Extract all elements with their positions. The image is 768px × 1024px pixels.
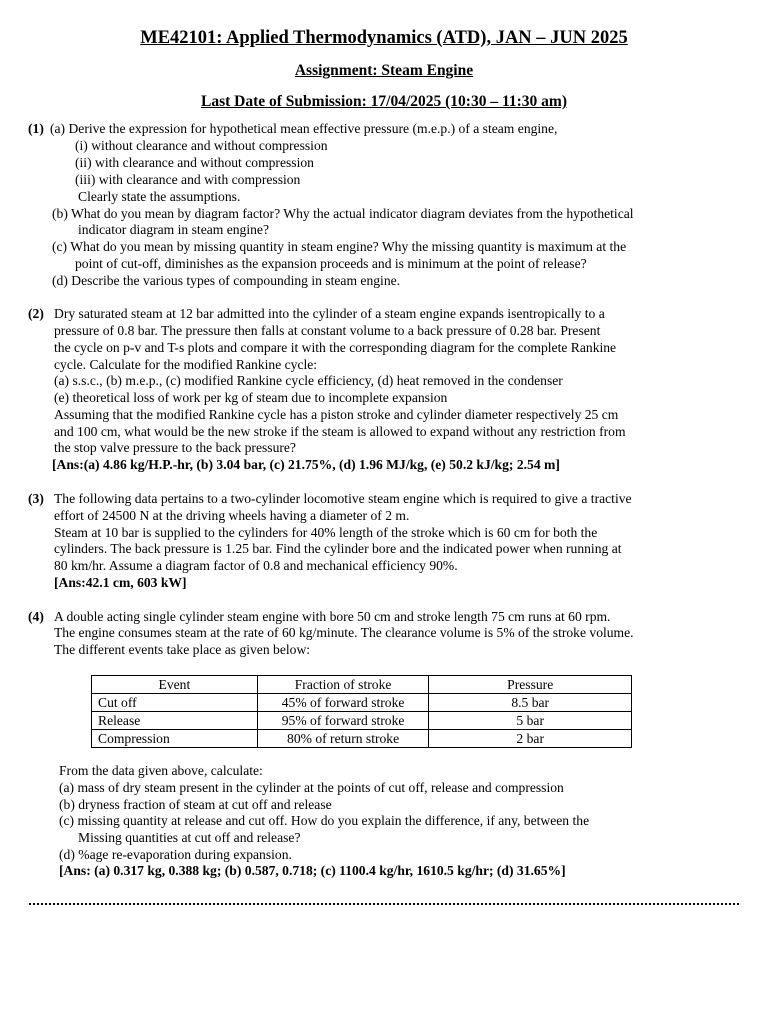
- question-4-number: (4): [28, 609, 44, 624]
- table-cell: 2 bar: [429, 730, 632, 748]
- question-4-answer: [Ans: (a) 0.317 kg, 0.388 kg; (b) 0.587, 0.718; (c) 1100.4 kg/hr, 1610.5 kg/hr; (d) 31.65%]: [59, 863, 566, 878]
- question-3-line: cylinders. The back pressure is 1.25 bar. Find the cylinder bore and the indicated power when running at: [54, 541, 622, 556]
- question-4-after-line: (a) mass of dry steam present in the cylinder at the points of cut off, release and compression: [59, 780, 564, 795]
- question-2-line: cycle. Calculate for the modified Rankine cycle:: [54, 357, 318, 372]
- table-header-cell: Pressure: [429, 676, 632, 694]
- question-1-part-c: (c) What do you mean by missing quantity in steam engine? Why the missing quantity is maximum at the: [52, 239, 627, 254]
- table-row: [92, 712, 632, 730]
- question-1-part-c-cont: point of cut-off, diminishes as the expansion proceeds and is minimum at the point of release?: [75, 256, 587, 271]
- table-cell: Compression: [92, 730, 258, 748]
- table-cell: 80% of return stroke: [257, 730, 429, 748]
- question-4-line: A double acting single cylinder steam engine with bore 50 cm and stroke length 75 cm runs at 60 rpm.: [54, 609, 611, 624]
- question-1-part-b: (b) What do you mean by diagram factor? Why the actual indicator diagram deviates from the hypothetical: [52, 206, 634, 221]
- question-2-line: and 100 cm, what would be the new stroke if the steam is allowed to expand without any restriction from: [54, 424, 626, 439]
- question-3-number: (3): [28, 491, 44, 506]
- question-1-number: (1): [28, 121, 44, 136]
- question-1-assumptions-note: Clearly state the assumptions.: [78, 189, 241, 204]
- question-2-line: Assuming that the modified Rankine cycle has a piston stroke and cylinder diameter respectively 25 cm: [54, 407, 619, 422]
- question-2-line: (a) s.s.c., (b) m.e.p., (c) modified Rankine cycle efficiency, (d) heat removed in the condenser: [54, 373, 563, 388]
- question-4-line: The engine consumes steam at the rate of 60 kg/minute. The clearance volume is 5% of the stroke volume.: [54, 625, 634, 640]
- question-1-part-a-ii: (ii) with clearance and without compression: [75, 155, 314, 170]
- steam-events-table: [91, 675, 632, 748]
- question-3-line: Steam at 10 bar is supplied to the cylinders for 40% length of the stroke which is 60 cm for both the: [54, 525, 598, 540]
- question-4-after-line: From the data given above, calculate:: [59, 763, 263, 778]
- table-cell: 95% of forward stroke: [257, 712, 429, 730]
- question-2-line: the cycle on p-v and T-s plots and compare it with the corresponding diagram for the complete Rankine: [54, 340, 617, 355]
- table-cell: 45% of forward stroke: [257, 694, 429, 712]
- question-4-after-line: (d) %age re-evaporation during expansion.: [59, 847, 292, 862]
- submission-deadline: Last Date of Submission: 17/04/2025 (10:30 – 11:30 am): [201, 93, 567, 110]
- question-4-after-line: (b) dryness fraction of steam at cut off and release: [59, 797, 332, 812]
- table-header-row: [92, 676, 632, 694]
- table-row: [92, 730, 632, 748]
- question-3-line: 80 km/hr. Assume a diagram factor of 0.8 and mechanical efficiency 90%.: [54, 558, 458, 573]
- question-3-line: effort of 24500 N at the driving wheels having a diameter of 2 m.: [54, 508, 410, 523]
- question-1-part-a-iii: (iii) with clearance and with compression: [75, 172, 301, 187]
- question-4-line: The different events take place as given below:: [54, 642, 311, 657]
- question-2-line: the stop valve pressure to the back pressure?: [54, 440, 296, 455]
- question-2-answer: [Ans:(a) 4.86 kg/H.P.-hr, (b) 3.04 bar, (c) 21.75%, (d) 1.96 MJ/kg, (e) 50.2 kJ/kg; 2.54 m]: [52, 457, 560, 472]
- question-4-after-line: (c) missing quantity at release and cut off. How do you explain the difference, if any, between the: [59, 813, 590, 828]
- table-header-cell: Event: [92, 676, 258, 694]
- table-cell: Release: [92, 712, 258, 730]
- table-header-cell: Fraction of stroke: [257, 676, 429, 694]
- table-row: [92, 694, 632, 712]
- question-2-line: Dry saturated steam at 12 bar admitted into the cylinder of a steam engine expands isentropically to a: [54, 306, 605, 321]
- dotted-separator: [29, 901, 739, 905]
- question-1-part-a-i: (i) without clearance and without compression: [75, 138, 328, 153]
- table-cell: 8.5 bar: [429, 694, 632, 712]
- question-1-part-a: (a) Derive the expression for hypothetical mean effective pressure (m.e.p.) of a steam engine,: [50, 121, 558, 136]
- question-3-answer: [Ans:42.1 cm, 603 kW]: [54, 575, 187, 590]
- question-2-line: pressure of 0.8 bar. The pressure then falls at constant volume to a back pressure of 0.28 bar. Present: [54, 323, 601, 338]
- question-3-line: The following data pertains to a two-cylinder locomotive steam engine which is required to give a tractive: [54, 491, 632, 506]
- question-2-line: (e) theoretical loss of work per kg of steam due to incomplete expansion: [54, 390, 448, 405]
- assignment-title: Assignment: Steam Engine: [294, 62, 474, 79]
- course-title: ME42101: Applied Thermodynamics (ATD), JAN – JUN 2025: [140, 28, 628, 48]
- question-1-part-d: (d) Describe the various types of compounding in steam engine.: [52, 273, 401, 288]
- question-1-part-b-cont: indicator diagram in steam engine?: [78, 222, 269, 237]
- table-cell: 5 bar: [429, 712, 632, 730]
- table-cell: Cut off: [92, 694, 258, 712]
- question-4-after-line: Missing quantities at cut off and release?: [78, 830, 301, 845]
- question-2-number: (2): [28, 306, 44, 321]
